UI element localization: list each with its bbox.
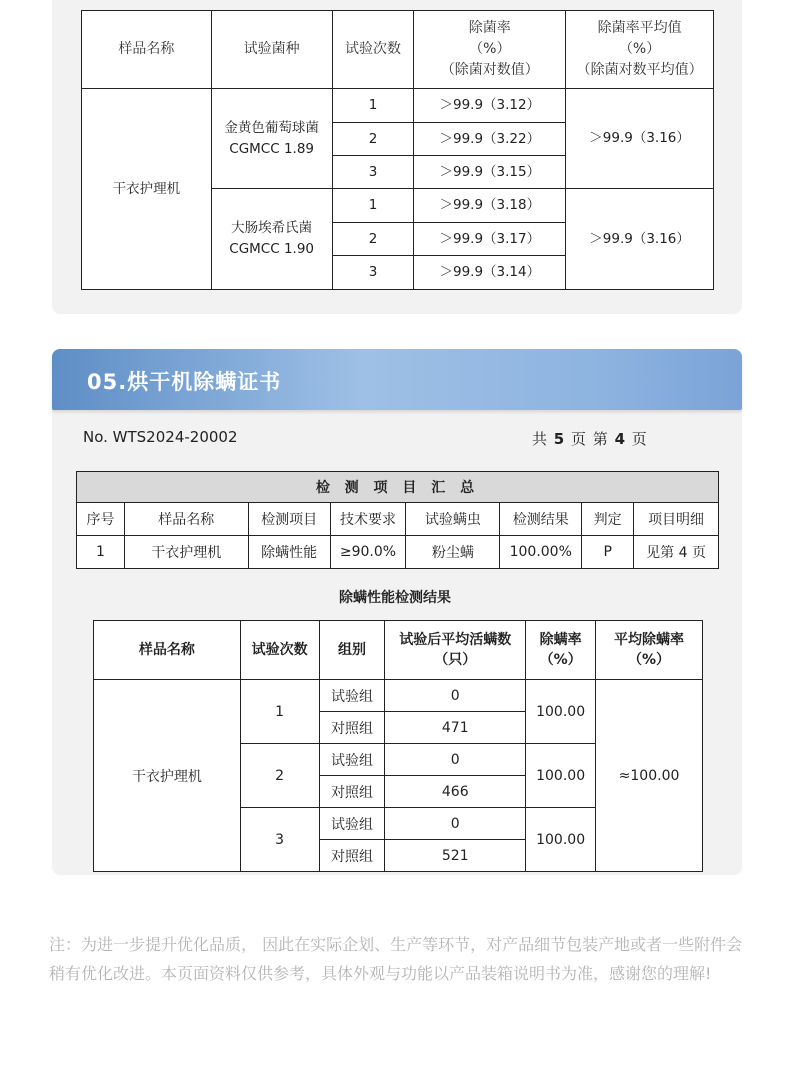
mite-trial-cell: 1 [240, 680, 319, 744]
mite-count-cell: 0 [385, 680, 526, 712]
summary-header: 技术要求 [330, 503, 406, 536]
average-cell: ＞99.9（3.16） [566, 89, 714, 189]
total-pages: 5 [553, 430, 566, 448]
strain-name: 金黄色葡萄球菌 [224, 119, 319, 136]
summary-header: 检测项目 [248, 503, 330, 536]
summary-title-row [77, 472, 719, 503]
sample-name-cell: 干衣护理机 [82, 89, 212, 290]
strain-cell [211, 189, 332, 290]
mite-average-cell: ≈100.00 [596, 680, 703, 872]
section-banner [52, 349, 742, 410]
mite-rate-cell: 100.00 [526, 808, 596, 872]
mite-header-average-line2: （%） [628, 652, 671, 668]
summary-header: 试验螨虫 [406, 503, 500, 536]
trial-cell: 1 [332, 89, 414, 123]
average-cell: ＞99.9（3.16） [566, 189, 714, 290]
rate-cell: ＞99.9（3.22） [414, 123, 566, 156]
mite-removal-results-table [93, 620, 703, 872]
mite-group-cell: 对照组 [319, 776, 385, 808]
mite-header-count [385, 621, 526, 680]
current-page: 4 [614, 430, 627, 448]
header-rate-line2: （%） [469, 41, 511, 57]
trial-cell: 2 [332, 223, 414, 256]
header-average-line2: （%） [618, 41, 661, 57]
rate-cell: ＞99.9（3.17） [414, 223, 566, 256]
summary-title: 检 测 项 目 汇 总 [77, 472, 719, 503]
mite-count-cell: 0 [385, 808, 526, 840]
trial-cell: 3 [332, 256, 414, 290]
rate-cell: ＞99.9（3.18） [414, 189, 566, 223]
rate-cell: ＞99.9（3.14） [414, 256, 566, 290]
summary-cell: ≥90.0% [330, 536, 406, 569]
mite-header-rate-line1: 除螨率 [539, 632, 582, 648]
mite-group-cell: 对照组 [319, 712, 385, 744]
summary-cell: 1 [77, 536, 125, 569]
mite-group-cell: 对照组 [319, 840, 385, 872]
mite-group-cell: 试验组 [319, 744, 385, 776]
mite-trial-cell: 3 [240, 808, 319, 872]
header-average-line1: 除菌率平均值 [597, 20, 682, 36]
summary-header: 序号 [77, 503, 125, 536]
mite-group-cell: 试验组 [319, 680, 385, 712]
mite-group-cell: 试验组 [319, 808, 385, 840]
mite-count-cell: 471 [385, 712, 526, 744]
strain-name: 大肠埃希氏菌 [231, 220, 313, 236]
section-title: 05.烘干机除螨证书 [87, 370, 282, 394]
mite-header-count-line2: （只） [434, 652, 477, 668]
mite-header-count-line1: 试验后平均活螨数 [399, 632, 512, 648]
summary-header: 判定 [582, 503, 634, 536]
trial-cell: 1 [332, 189, 414, 223]
mite-rate-cell: 100.00 [526, 680, 596, 744]
header-rate [414, 11, 566, 89]
header-trial: 试验次数 [332, 11, 414, 89]
mite-header-group: 组别 [319, 621, 385, 680]
page-indicator [532, 428, 648, 449]
summary-cell: 100.00% [500, 536, 582, 569]
table-row [82, 89, 714, 123]
page-prefix: 共 [532, 430, 549, 448]
table-row [94, 680, 703, 712]
mite-header-average-line1: 平均除螨率 [614, 632, 685, 648]
mite-header-rate-line2: （%） [539, 652, 582, 668]
mite-count-cell: 521 [385, 840, 526, 872]
test-summary-table [76, 471, 719, 569]
header-average [566, 11, 714, 89]
summary-data-row [77, 536, 719, 569]
mite-sample-cell: 干衣护理机 [94, 680, 241, 872]
summary-header-row [77, 503, 719, 536]
table-header-row [82, 11, 714, 89]
mite-header-sample: 样品名称 [94, 621, 241, 680]
page-suffix: 页 [631, 430, 648, 448]
antibacterial-results-table [81, 10, 714, 290]
summary-cell: 见第 4 页 [634, 536, 719, 569]
trial-cell: 2 [332, 123, 414, 156]
disclaimer-note: 注：为进一步提升优化品质， 因此在实际企划、生产等环节，对产品细节包装产地或者一些附件会稍有优化改进。本页面资料仅供参考，具体外观与功能以产品装箱说明书为准，感谢您的理解! [49, 935, 743, 983]
strain-code: CGMCC 1.89 [229, 140, 315, 157]
rate-cell: ＞99.9（3.12） [414, 89, 566, 123]
summary-header: 检测结果 [500, 503, 582, 536]
summary-cell: P [582, 536, 634, 569]
mite-header-trial: 试验次数 [240, 621, 319, 680]
header-strain: 试验菌种 [211, 11, 332, 89]
header-average-line3: （除菌对数平均值） [576, 62, 703, 78]
page-mid: 页 第 [571, 430, 609, 448]
header-rate-line1: 除菌率 [468, 20, 511, 36]
trial-cell: 3 [332, 156, 414, 189]
mite-count-cell: 0 [385, 744, 526, 776]
summary-cell: 除螨性能 [248, 536, 330, 569]
mite-trial-cell: 2 [240, 744, 319, 808]
summary-cell: 干衣护理机 [124, 536, 248, 569]
rate-cell: ＞99.9（3.15） [414, 156, 566, 189]
strain-code: CGMCC 1.90 [229, 241, 315, 257]
mite-rate-cell: 100.00 [526, 744, 596, 808]
header-rate-line3: （除菌对数值） [440, 62, 539, 78]
mite-results-caption: 除螨性能检测结果 [339, 590, 451, 606]
certificate-number: No. WTS2024-20002 [83, 428, 238, 446]
strain-cell [211, 89, 332, 189]
mite-header-row [94, 621, 703, 680]
summary-header: 项目明细 [634, 503, 719, 536]
mite-header-average [596, 621, 703, 680]
summary-header: 样品名称 [124, 503, 248, 536]
header-sample: 样品名称 [82, 11, 212, 89]
summary-cell: 粉尘螨 [406, 536, 500, 569]
mite-header-rate [526, 621, 596, 680]
mite-count-cell: 466 [385, 776, 526, 808]
